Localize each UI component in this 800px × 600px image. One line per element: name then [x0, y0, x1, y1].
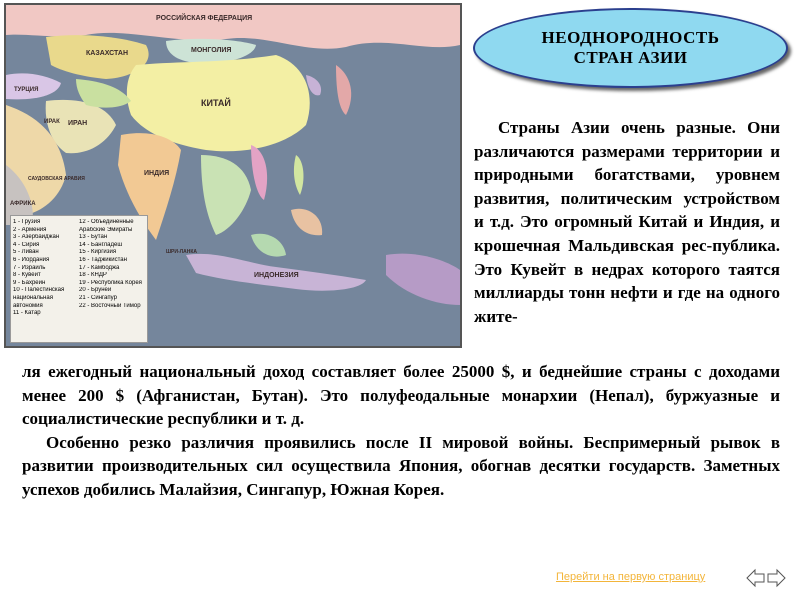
title-line-2: СТРАН АЗИИ: [573, 48, 688, 67]
nav-arrows: [746, 568, 786, 588]
legend-item: 11 - Катар: [13, 310, 41, 317]
label-mongolia: МОНГОЛИЯ: [191, 47, 232, 54]
label-srilanka: ШРИ-ЛАНКА: [166, 249, 198, 255]
paragraph-1-continuation: ля ежегодный национальный доход составляет более 25000 $, и беднейшие страны с доходами менее 200 $ (Афганистан, Бутан). Это полуфеодальные монархии (Непал), буржуазные и социалистические республики и т. д.: [22, 362, 780, 429]
legend-item: 21 - Сингапур: [79, 294, 117, 301]
bottom-text-block: [22, 360, 780, 502]
back-arrow-icon[interactable]: [747, 570, 764, 586]
legend-item: 5 - Ливан: [13, 249, 39, 256]
label-saudi: САУДОВСКАЯ АРАВИЯ: [28, 176, 85, 182]
paragraph-2: Особенно резко различия проявились после II мировой войны. Беспримерный рывок в развитии производительных сил осуществила Япония, обогнав десятки государств. Заметных успехов добились Малайзия, Сингапур, Южная Корея.: [22, 432, 780, 499]
legend-item: 18 - КНДР: [79, 272, 107, 279]
legend-column-left: [13, 219, 79, 339]
legend-item: 1 - Грузия: [13, 219, 41, 225]
legend-item: 6 - Иордания: [13, 256, 50, 263]
legend-item: 17 - Камбоджа: [79, 264, 120, 271]
legend-item: 12 - Объединенные: [79, 219, 134, 225]
label-indonesia: ИНДОНЕЗИЯ: [254, 272, 299, 279]
label-iraq: ИРАК: [44, 119, 60, 125]
legend-item: 13 - Бутан: [79, 234, 108, 241]
legend-item: национальная: [13, 294, 53, 301]
legend-item: 14 - Бангладеш: [79, 241, 123, 248]
legend-item: 10 - Палестинская: [13, 287, 65, 294]
label-kazakhstan: КАЗАХСТАН: [86, 50, 128, 57]
label-china: КИТАЙ: [201, 98, 231, 108]
title-line-1: НЕОДНОРОДНОСТЬ: [541, 28, 720, 47]
label-iran: ИРАН: [68, 120, 88, 127]
map-legend: [10, 215, 148, 343]
legend-item: 2 - Армения: [13, 226, 47, 233]
legend-item: 9 - Бахрейн: [13, 279, 46, 286]
legend-item: Арабские Эмираты: [79, 226, 133, 233]
legend-item: 19 - Республика Корея: [79, 279, 142, 286]
asia-map: [4, 3, 462, 348]
legend-item: 4 - Сирия: [13, 241, 40, 248]
label-russia: РОССИЙСКАЯ ФЕДЕРАЦИЯ: [156, 15, 253, 22]
legend-column-right: [79, 219, 145, 339]
legend-item: 7 - Израиль: [13, 264, 46, 271]
legend-item: 3 - Азербайджан: [13, 234, 60, 241]
legend-item: 16 - Таджикистан: [79, 256, 127, 263]
label-africa: АФРИКА: [10, 201, 36, 207]
label-turkey: ТУРЦИЯ: [14, 87, 39, 93]
label-india: ИНДИЯ: [144, 170, 170, 177]
title-badge: [473, 8, 788, 88]
legend-item: 8 - Кувейт: [13, 272, 41, 279]
legend-item: 22 - Восточный Тимор: [79, 302, 141, 309]
paragraph-1-right: Страны Азии очень разные. Они различаются размерами территории и природными богатствами, уровнем развития, политическим устройством и т.д. Это огромный Китай и Индия, и крошечная Мальдивская рес-публика. Это Кувейт в недрах которого таятся миллиарды тонн нефти и где на одного жите-: [474, 118, 780, 326]
first-page-link[interactable]: Перейти на первую страницу: [556, 571, 706, 583]
legend-item: 15 - Киргизия: [79, 249, 117, 256]
legend-item: автономия: [13, 302, 43, 309]
forward-arrow-icon[interactable]: [768, 570, 785, 586]
legend-item: 20 - Бруней: [79, 287, 112, 294]
